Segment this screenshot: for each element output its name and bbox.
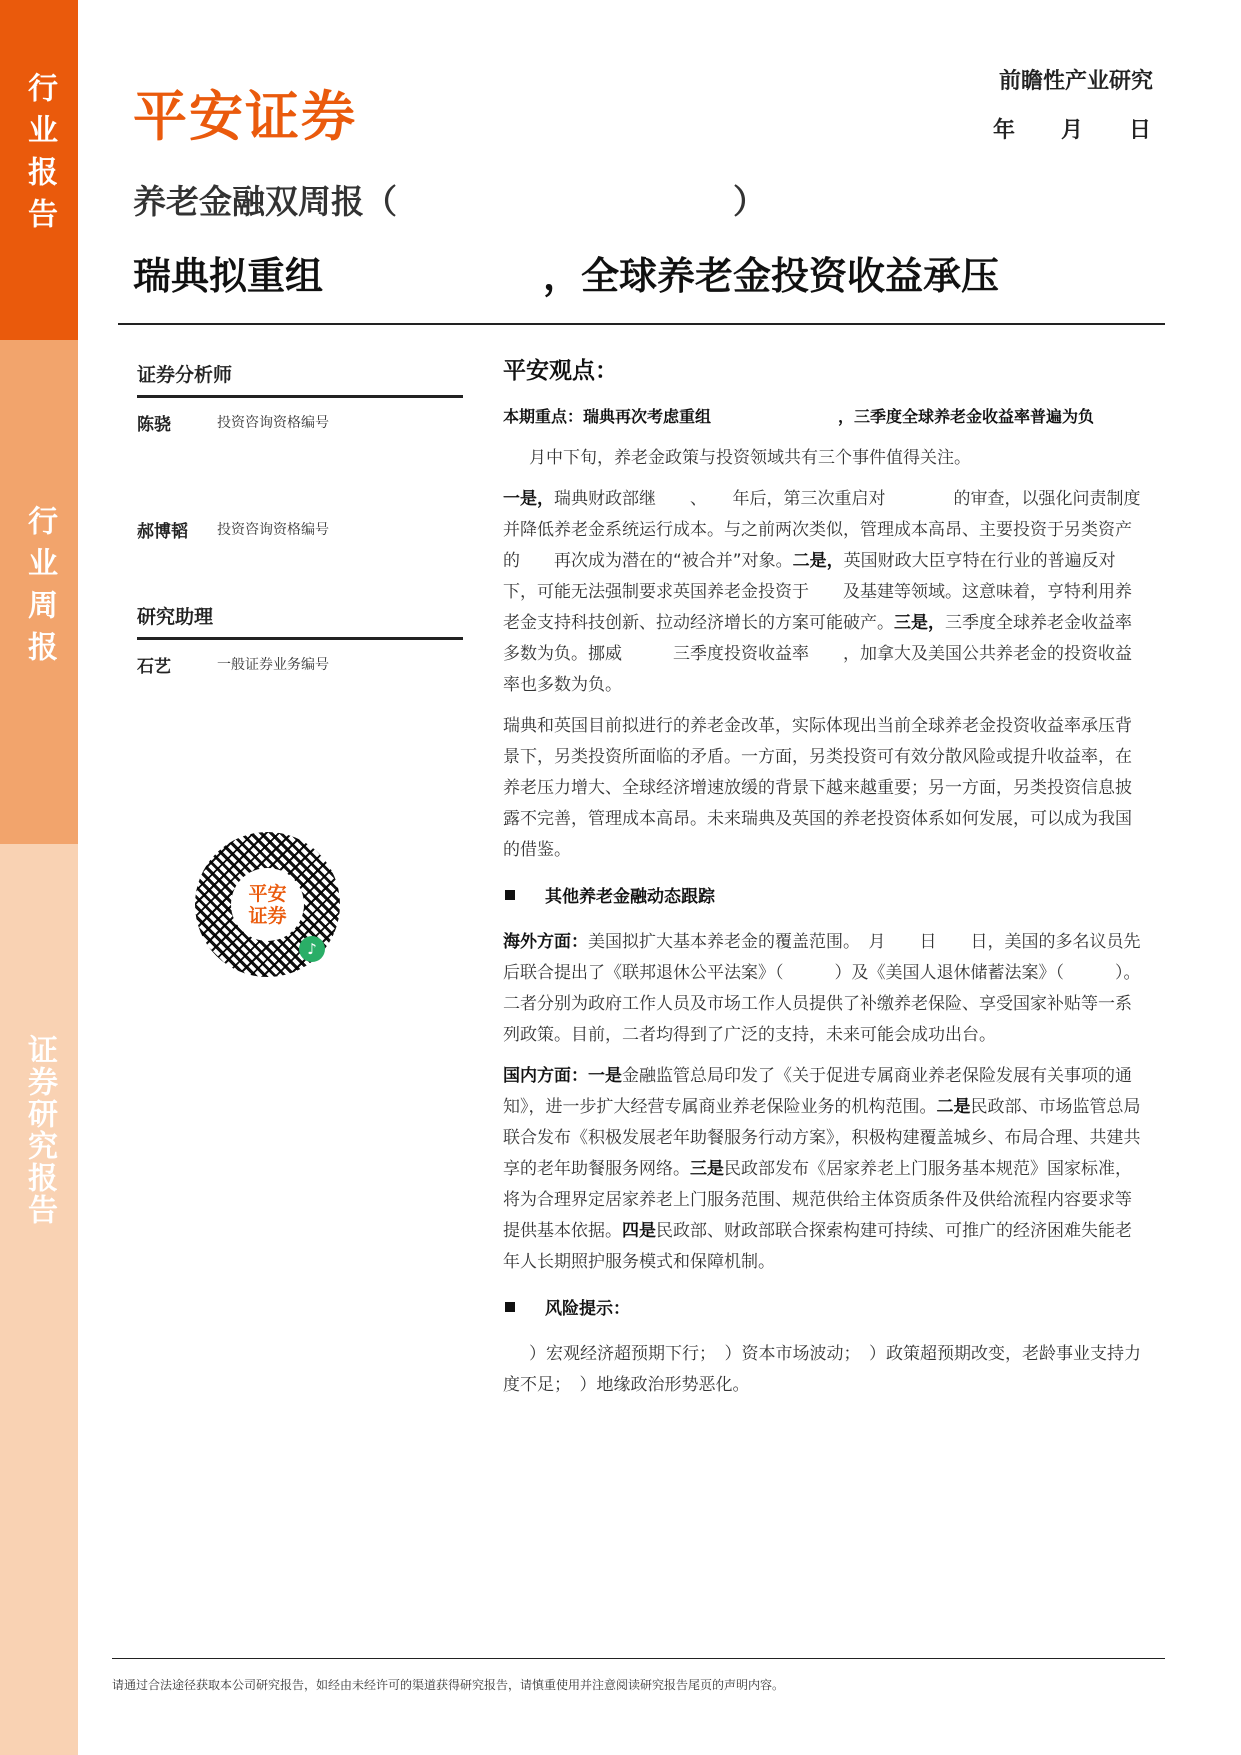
assistant-heading: 研究助理 xyxy=(137,602,463,640)
footer-divider xyxy=(112,1658,1165,1659)
header-divider xyxy=(118,323,1165,325)
domestic-paragraph: 国内方面：一是金融监管总局印发了《关于促进专属商业养老保险发展有关事项的通知》，进一步扩大经营专属商业养老保险业务的机构范围。二是民政部、市场监管总局联合发布《积极发展老年助餐服务行动方案》，积极构建覆盖城乡、布局合理、共建共享的老年助餐服务网络。三是民政部发布《居家养老上门服务基本规范》国家标准，将为合理界定居家养老上门服务范围、规范供给主体资质条件及供给流程内容要求等提供基本依据。四是民政部、财政部联合探索构建可持续、可推广的经济困难失能老年人长期照护服务模式和保障机制。 xyxy=(503,1066,1141,1272)
sidebar xyxy=(0,0,78,1755)
intro-paragraph: 月中下旬，养老金政策与投资领域共有三个事件值得关注。 xyxy=(529,448,971,468)
section-other-dynamics: 其他养老金融动态跟踪 xyxy=(503,882,1143,913)
analysis-paragraph: 瑞典和英国目前拟进行的养老金改革，实际体现出当前全球养老金投资收益率承压背景下，另类投资所面临的矛盾。一方面，另类投资可有效分散风险或提升收益率，在养老压力增大、全球经济增速放缓的背景下越来越重要；另一方面，另类投资信息披露不完善，管理成本高昂。未来瑞典及英国的养老投资体系如何发展，可以成为我国的借鉴。 xyxy=(503,716,1132,860)
overseas-paragraph: 海外方面：美国拟扩大基本养老金的覆盖范围。 月 日 日，美国的多名议员先后联合提出了《联邦退休公平法案》（ ）及《美国人退休储蓄法案》（ ）。二者分别为政府工作人员及市场工作人员提供了补缴养老保险、享受国家补贴等一系列政策。目前，二者均得到了广泛的支持，未来可能会成功出台。 xyxy=(503,932,1141,1045)
assistant-name: 石艺 xyxy=(137,657,171,677)
events-paragraph: 一是，瑞典财政部继 、 年后，第三次重启对 的审查，以强化问责制度并降低养老金系统运行成本。与之前两次类似，管理成本高昂、主要投资于另类资产的 再次成为潜在的“被合并”对象。二是，英国财政大臣亨特在行业的普遍反对下，可能无法强制要求英国养老金投资于 及基建等领域。这意味着，亨特利用养老金支持科技创新、拉动经济增长的方案可能破产。三是，三季度全球养老金收益率多数为负。挪威 三季度投资收益率 ，加拿大及美国公共养老金的投资收益率也多数为负。 xyxy=(503,489,1141,695)
assistant-row xyxy=(137,652,463,677)
sidebar-segment-industry-weekly: 行业周报 xyxy=(0,340,78,844)
bullet-square-icon xyxy=(505,1302,515,1312)
bullet-square-icon xyxy=(505,890,515,900)
analyst-heading: 证券分析师 xyxy=(137,360,463,398)
date-day: 日 xyxy=(1128,118,1153,143)
qr-code xyxy=(195,832,340,977)
view-title: 平安观点： xyxy=(503,358,618,384)
sidebar-segment-securities-research: 证券研究报告 xyxy=(0,844,78,1755)
risk-paragraph: ）宏观经济超预期下行； ）资本市场波动； ）政策超预期改变，老龄事业支持力度不足； ）地缘政治形势恶化。 xyxy=(503,1344,1141,1395)
assistant-cert: 一般证券业务编号 xyxy=(217,657,329,673)
section-risk: 风险提示： xyxy=(503,1294,1143,1325)
company-logo: 平安证券 xyxy=(133,85,357,148)
analyst-cert: 投资咨询资格编号 xyxy=(217,522,329,538)
analyst-cert: 投资咨询资格编号 xyxy=(217,415,329,431)
report-category: 前瞻性产业研究 xyxy=(998,69,1153,94)
analyst-name: 陈骁 xyxy=(137,415,171,435)
analyst-name: 郝博韬 xyxy=(137,522,188,542)
header-meta xyxy=(949,64,1153,144)
mini-program-icon: ♪ xyxy=(299,936,325,962)
analyst-row xyxy=(137,517,463,542)
report-date xyxy=(949,113,1153,144)
main-content xyxy=(503,356,1143,1411)
report-series-title: 养老金融双周报（ ） xyxy=(133,182,766,221)
footer-disclaimer: 请通过合法途径获取本公司研究报告，如经由未经许可的渠道获得研究报告，请慎重使用并注意阅读研究报告尾页的声明内容。 xyxy=(112,1678,785,1692)
qr-center-logo: 平安 证券 xyxy=(231,868,304,941)
key-focus: 本期重点：瑞典再次考虑重组 ，三季度全球养老金收益率普遍为负 xyxy=(503,407,1095,426)
date-year: 年 xyxy=(992,118,1017,143)
sidebar-segment-industry-report: 行业报告 xyxy=(0,0,78,340)
report-headline: 瑞典拟重组 ，全球养老金投资收益承压 xyxy=(133,254,1000,298)
date-month: 月 xyxy=(1060,118,1085,143)
analyst-row xyxy=(137,410,463,435)
author-panel xyxy=(137,360,463,677)
